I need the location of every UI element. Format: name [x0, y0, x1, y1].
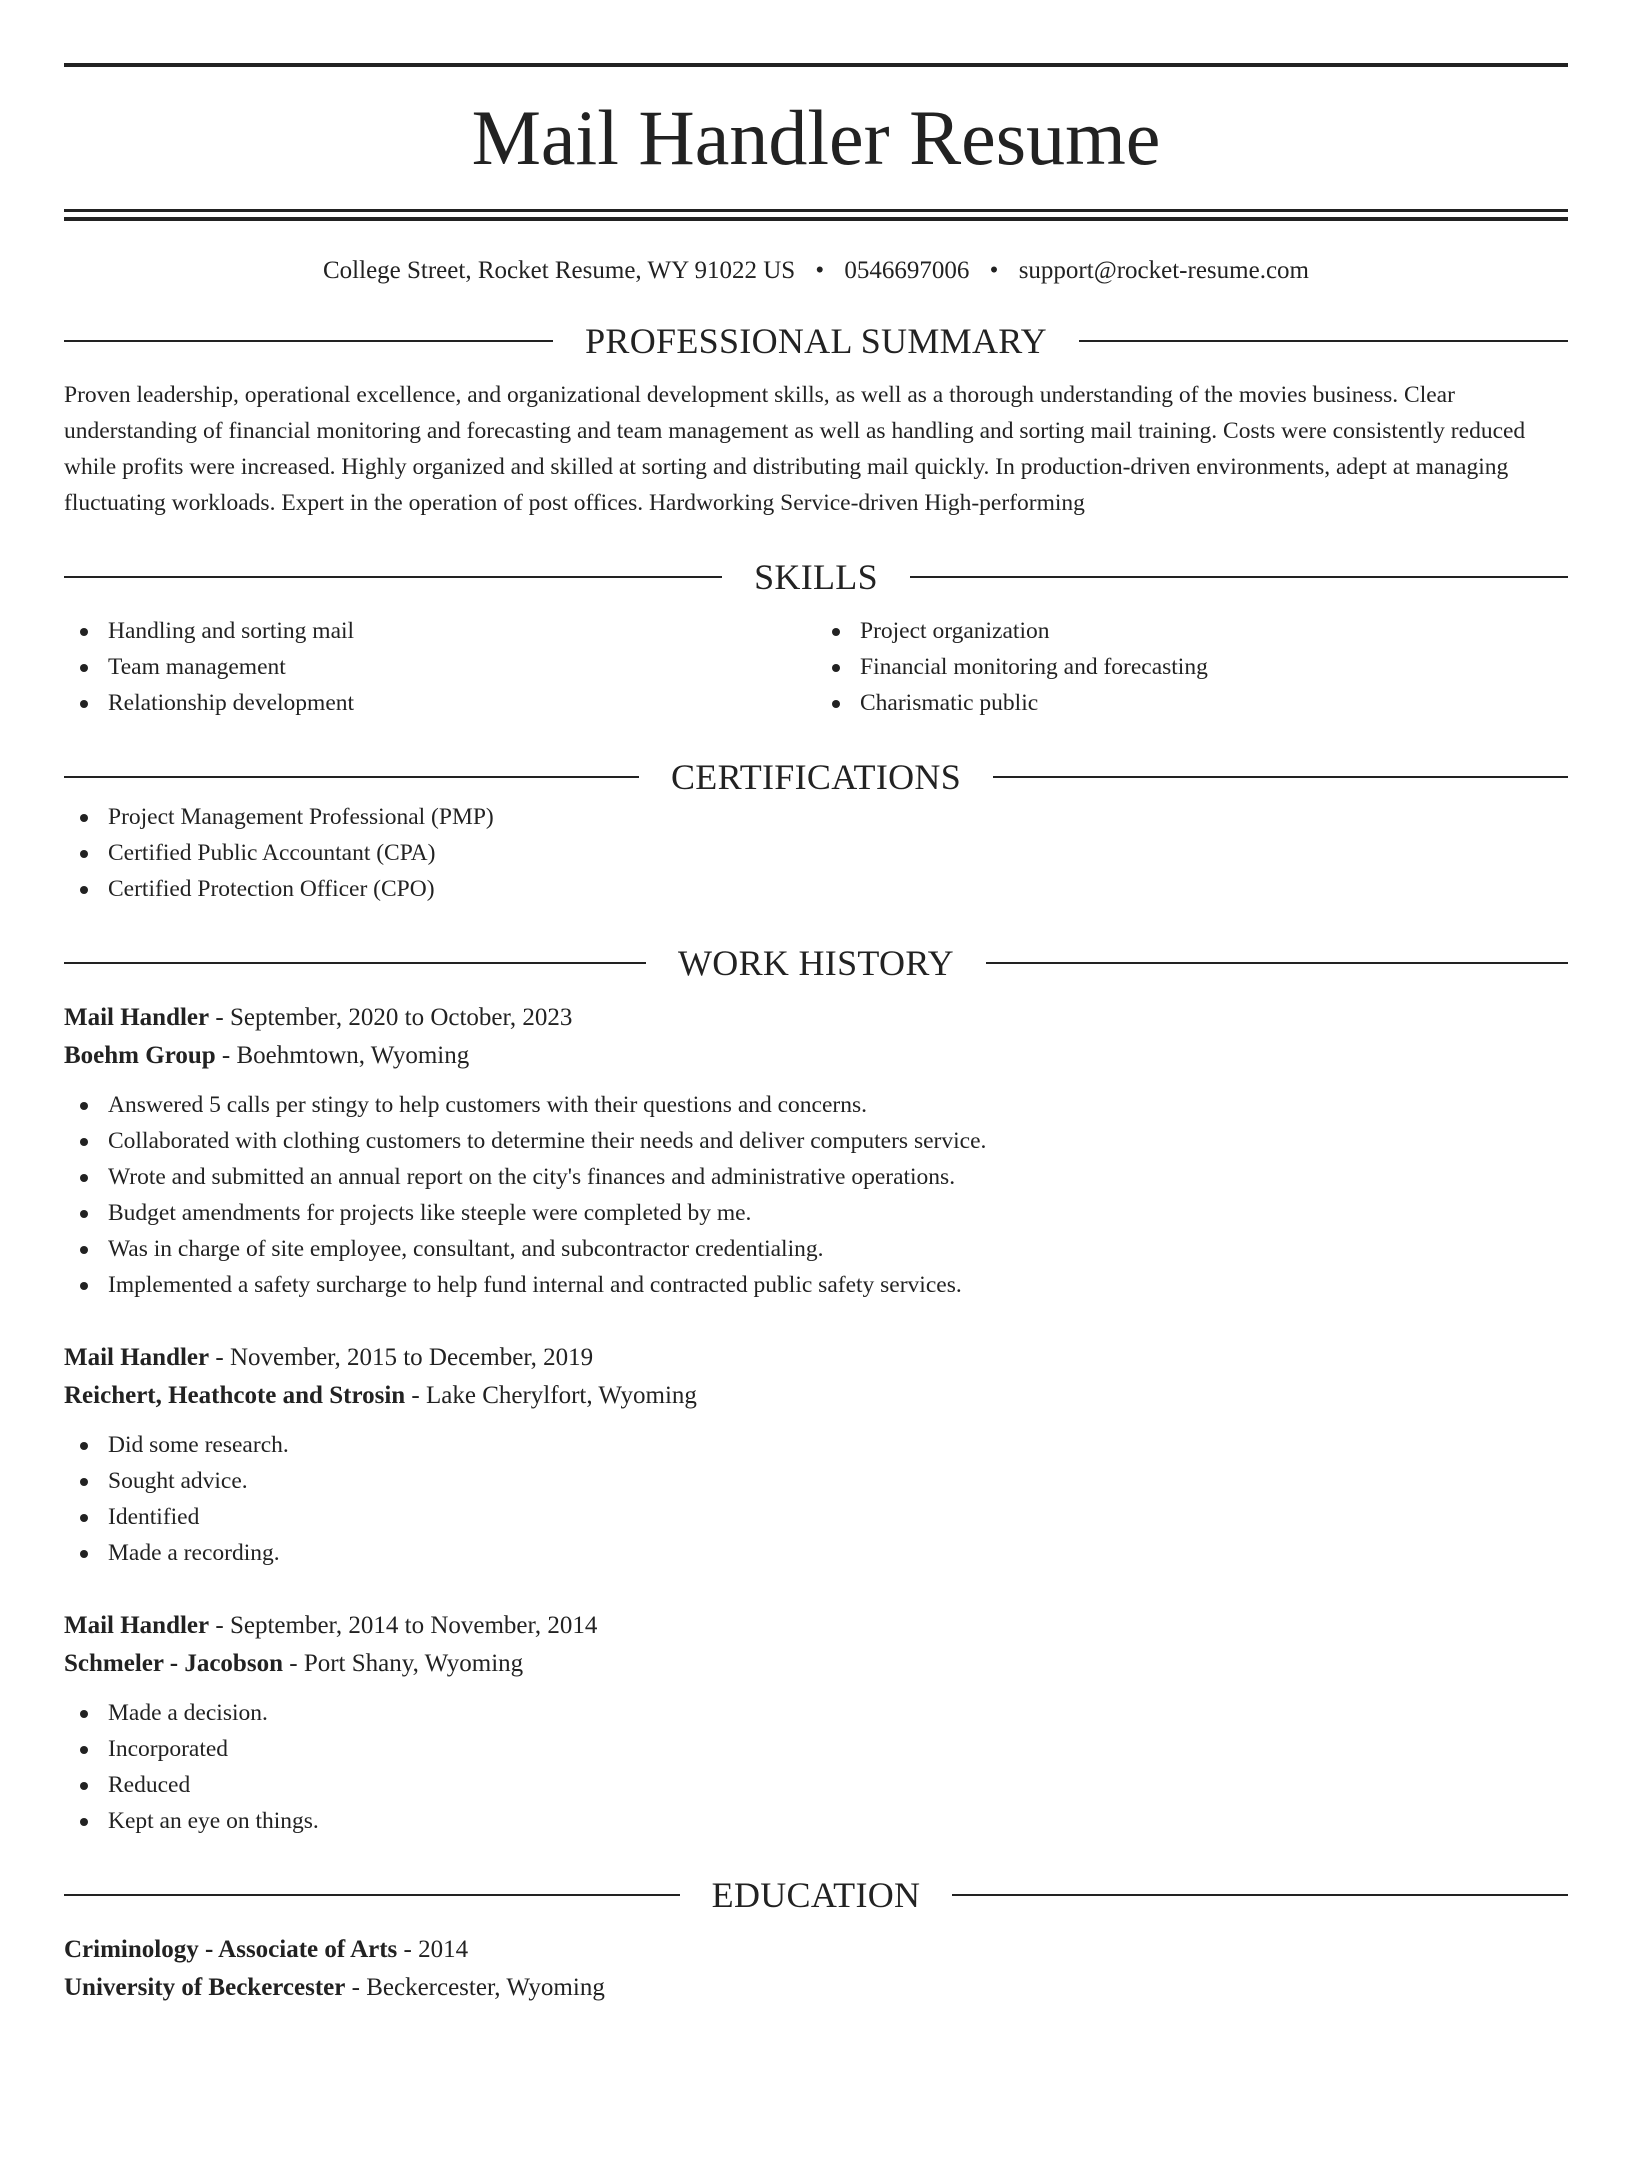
resume-page	[0, 63, 1632, 2175]
job-bullet: Implemented a safety surcharge to help fund internal and contracted public safety services.	[64, 1267, 1568, 1303]
contact-phone: 0546697006	[844, 257, 970, 284]
job-bullet: Incorporated	[64, 1731, 1568, 1767]
summary-text: Proven leadership, operational excellence, and organizational development skills, as well as a thorough understanding of the movies business. Clear understanding of financial monitoring and forecasting and team management as well as handling and sorting mail training. Costs were consistently reduced while profits were increased. Highly organized and skilled at sorting and distributing mail quickly. In production-driven environments, adept at managing fluctuating workloads. Expert in the operation of post offices. Hardworking Service-driven High-performing	[64, 382, 1526, 516]
dash: -	[209, 1344, 230, 1371]
skill-item: Charismatic public	[816, 685, 1568, 721]
skill-item: Handling and sorting mail	[64, 613, 816, 649]
job-title-line	[64, 999, 1568, 1037]
section-header-work-history	[64, 941, 1568, 985]
job-bullet: Answered 5 calls per stingy to help customers with their questions and concerns.	[64, 1087, 1568, 1123]
education-degree: Criminology - Associate of Arts	[64, 1936, 398, 1963]
job-company: Reichert, Heathcote and Strosin	[64, 1382, 406, 1409]
skill-item: Team management	[64, 649, 816, 685]
job-title: Mail Handler	[64, 1004, 210, 1031]
job-bullet: Made a decision.	[64, 1695, 1568, 1731]
section-rule	[64, 776, 639, 778]
job-bullet: Collaborated with clothing customers to determine their needs and deliver computers service.	[64, 1123, 1568, 1159]
job-bullet: Identified	[64, 1499, 1568, 1535]
job-title: Mail Handler	[64, 1612, 210, 1639]
section-title: PROFESSIONAL SUMMARY	[585, 321, 1047, 361]
section-title: SKILLS	[754, 557, 878, 597]
header-double-rule	[64, 209, 1568, 221]
job-title-line	[64, 1339, 1568, 1377]
certification-item: Certified Protection Officer (CPO)	[64, 871, 1568, 907]
contact-email: support@rocket-resume.com	[1018, 257, 1309, 284]
job-bullets	[64, 1427, 1568, 1571]
skill-item: Financial monitoring and forecasting	[816, 649, 1568, 685]
job-bullet: Made a recording.	[64, 1535, 1568, 1571]
section-title: EDUCATION	[711, 1875, 921, 1915]
section-header-skills	[64, 555, 1568, 599]
job-bullets	[64, 1695, 1568, 1839]
job-location: Port Shany, Wyoming	[303, 1650, 524, 1677]
job-company-line	[64, 1645, 1568, 1683]
section-title: CERTIFICATIONS	[670, 757, 962, 797]
education-location: Beckercester, Wyoming	[366, 1974, 605, 2001]
contact-separator: •	[989, 257, 999, 284]
dash: -	[209, 1612, 230, 1639]
skills-list	[64, 613, 1568, 721]
dash: -	[209, 1004, 230, 1031]
section-rule	[64, 1894, 680, 1896]
section-rule	[986, 962, 1568, 964]
skills-column-left	[64, 613, 816, 721]
education-school-line	[64, 1969, 1568, 2007]
job-title-line	[64, 1607, 1568, 1645]
job-bullet: Did some research.	[64, 1427, 1568, 1463]
job-location: Boehmtown, Wyoming	[236, 1042, 470, 1069]
job-company: Schmeler - Jacobson	[64, 1650, 283, 1677]
job-title: Mail Handler	[64, 1344, 210, 1371]
job-location: Lake Cherylfort, Wyoming	[426, 1382, 697, 1409]
job-dates: September, 2020 to October, 2023	[229, 1004, 573, 1031]
certifications-list	[64, 799, 1568, 907]
section-rule	[64, 962, 646, 964]
resume-title: Mail Handler Resume	[471, 94, 1161, 181]
job-bullet: Kept an eye on things.	[64, 1803, 1568, 1839]
section-rule	[993, 776, 1568, 778]
section-rule	[952, 1894, 1568, 1896]
section-rule	[64, 576, 722, 578]
job-company: Boehm Group	[64, 1042, 216, 1069]
dash: -	[215, 1042, 237, 1069]
dash: -	[345, 1974, 367, 2001]
skill-item: Project organization	[816, 613, 1568, 649]
top-rule	[64, 63, 1568, 67]
section-header-summary	[64, 319, 1568, 363]
job-dates: September, 2014 to November, 2014	[229, 1612, 598, 1639]
job-company-line	[64, 1377, 1568, 1415]
certification-item: Project Management Professional (PMP)	[64, 799, 1568, 835]
certification-item: Certified Public Accountant (CPA)	[64, 835, 1568, 871]
education-entry	[64, 1931, 1568, 2007]
dash: -	[405, 1382, 426, 1409]
job-entry	[64, 1339, 1568, 1571]
job-entry	[64, 999, 1568, 1303]
job-dates: November, 2015 to December, 2019	[229, 1344, 594, 1371]
section-header-certifications	[64, 755, 1568, 799]
job-entry	[64, 1607, 1568, 1839]
skills-column-right	[816, 613, 1568, 721]
job-bullet: Budget amendments for projects like steeple were completed by me.	[64, 1195, 1568, 1231]
contact-line	[64, 257, 1568, 285]
job-bullet: Wrote and submitted an annual report on the city's finances and administrative operations.	[64, 1159, 1568, 1195]
section-title: WORK HISTORY	[678, 943, 954, 983]
section-rule	[1079, 340, 1568, 342]
job-bullet: Sought advice.	[64, 1463, 1568, 1499]
education-year: 2014	[418, 1936, 469, 1963]
job-company-line	[64, 1037, 1568, 1075]
education-school: University of Beckercester	[64, 1974, 346, 2001]
job-bullets	[64, 1087, 1568, 1303]
section-rule	[64, 340, 553, 342]
education-degree-line	[64, 1931, 1568, 1969]
section-rule	[910, 576, 1568, 578]
contact-separator: •	[815, 257, 825, 284]
job-bullet: Reduced	[64, 1767, 1568, 1803]
section-header-education	[64, 1873, 1568, 1917]
job-bullet: Was in charge of site employee, consultant, and subcontractor credentialing.	[64, 1231, 1568, 1267]
contact-address: College Street, Rocket Resume, WY 91022 US	[323, 257, 796, 284]
dash: -	[397, 1936, 419, 1963]
skill-item: Relationship development	[64, 685, 816, 721]
dash: -	[282, 1650, 304, 1677]
